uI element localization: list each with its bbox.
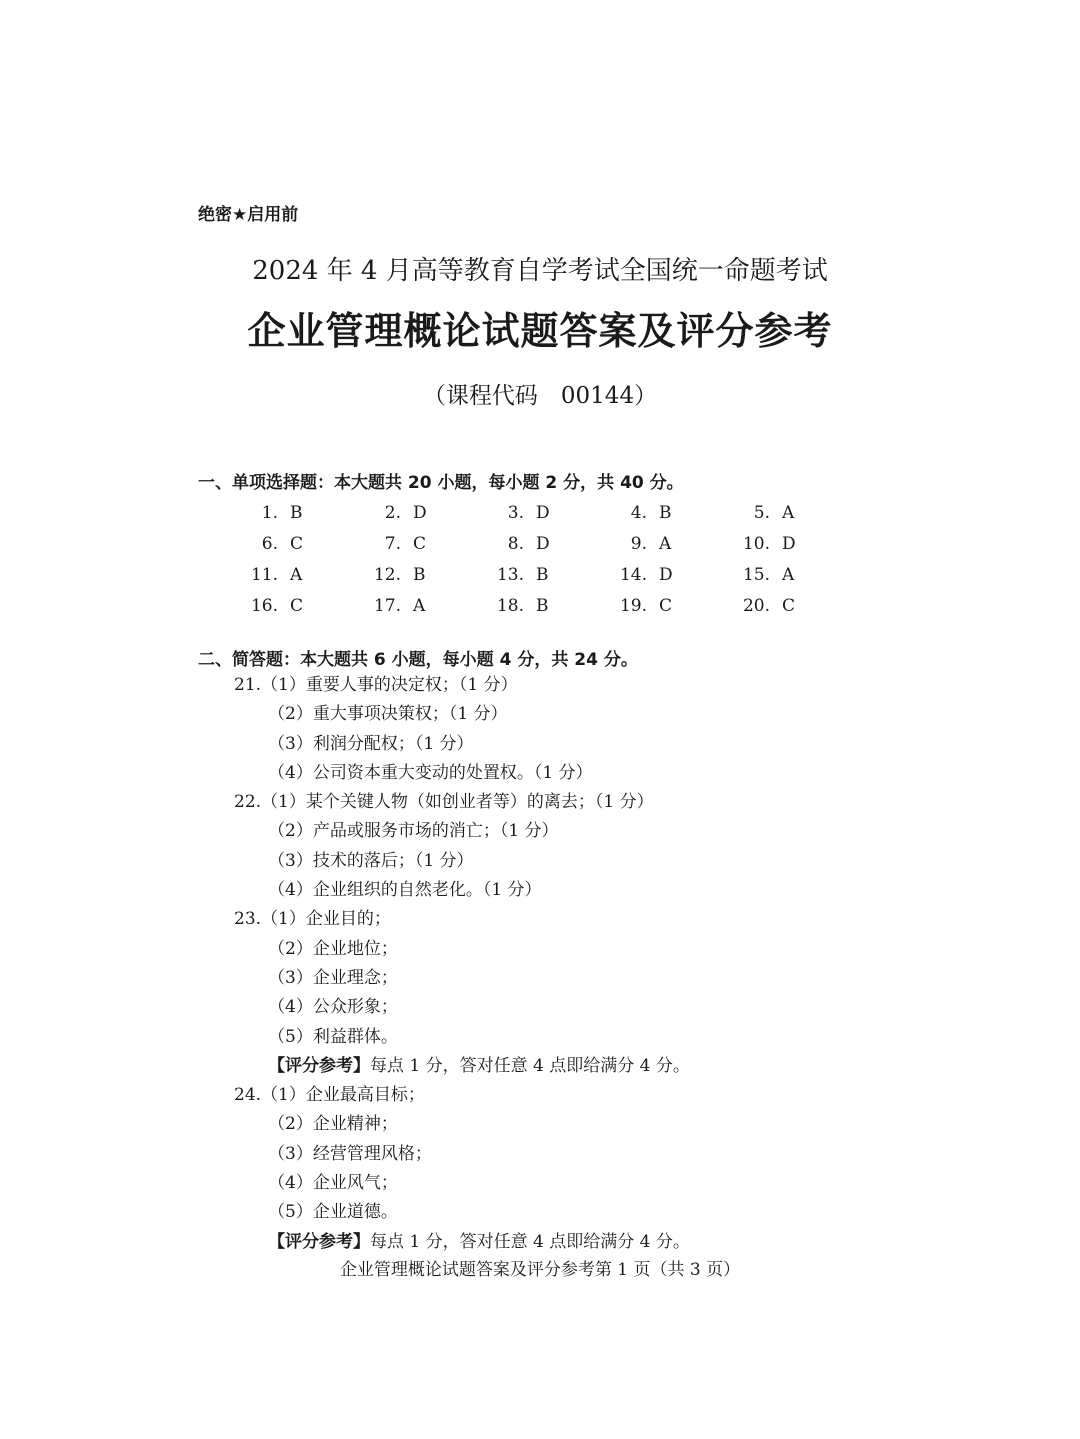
mc-answer-letter: C xyxy=(290,533,304,554)
mc-question-number: 10. xyxy=(742,533,770,554)
mc-answer-item xyxy=(228,590,351,621)
mc-question-number: 14. xyxy=(619,564,647,585)
mc-answer-item xyxy=(228,528,351,559)
answer-text: 23.（1）企业目的； xyxy=(234,909,391,930)
mc-question-number: 4. xyxy=(630,502,647,523)
mc-answer-letter: A xyxy=(782,564,795,585)
mc-answer-letter: B xyxy=(536,595,549,616)
mc-answer-letter: C xyxy=(413,533,427,554)
answer-text: （3）经营管理风格； xyxy=(268,1143,432,1164)
scoring-note xyxy=(234,1228,690,1257)
answer-text: （3）企业理念； xyxy=(268,967,398,988)
answer-line xyxy=(234,905,690,934)
answer-line xyxy=(234,671,690,700)
short-answer-list xyxy=(234,671,690,1257)
answer-line xyxy=(234,817,690,846)
scoring-note xyxy=(234,1052,690,1081)
mc-answer-letter: A xyxy=(290,564,303,585)
answer-text: （4）企业组织的自然老化。（1 分） xyxy=(268,880,542,901)
mc-answer-letter: B xyxy=(536,564,549,585)
page-title: 企业管理概论试题答案及评分参考 xyxy=(247,309,833,353)
mc-answer-letter: A xyxy=(413,595,426,616)
mc-answer-item xyxy=(720,497,843,528)
answer-line xyxy=(234,876,690,905)
scoring-note-label: 【评分参考】 xyxy=(268,1055,370,1076)
answer-text: （2）企业地位； xyxy=(268,938,398,959)
mc-question-number: 13. xyxy=(496,564,524,585)
answer-line xyxy=(234,1140,690,1169)
mc-question-number: 19. xyxy=(619,595,647,616)
mc-answer-item xyxy=(228,497,351,528)
mc-answer-letter: A xyxy=(659,533,672,554)
mc-question-number: 9. xyxy=(630,533,647,554)
mc-answer-item xyxy=(720,528,843,559)
mc-answer-letter: C xyxy=(782,595,796,616)
answer-text: 每点 1 分，答对任意 4 点即给满分 4 分。 xyxy=(370,1231,690,1252)
answer-text: 22.（1）某个关键人物（如创业者等）的离去；（1 分） xyxy=(234,792,654,813)
answer-line xyxy=(234,1198,690,1227)
mc-answer-item xyxy=(720,590,843,621)
answer-text: （4）公众形象； xyxy=(268,997,398,1018)
answer-text: 21.（1）重要人事的决定权；（1 分） xyxy=(234,675,518,695)
answer-text: （4）企业风气； xyxy=(268,1173,398,1194)
answer-line xyxy=(234,964,690,993)
mc-answer-letter: C xyxy=(659,595,673,616)
mc-answer-letter: B xyxy=(659,502,672,523)
answer-text: （2）产品或服务市场的消亡；（1 分） xyxy=(268,821,559,842)
mc-answer-letter: D xyxy=(659,564,673,585)
mc-answer-item xyxy=(351,528,474,559)
answer-line xyxy=(234,759,690,788)
confidential-label: 绝密★启用前 xyxy=(198,205,299,225)
course-code: （课程代码 00144） xyxy=(422,383,658,409)
mc-answer-item xyxy=(474,590,597,621)
mc-question-number: 18. xyxy=(496,595,524,616)
mc-question-number: 1. xyxy=(261,502,278,523)
mc-answer-item xyxy=(597,590,720,621)
mc-question-number: 12. xyxy=(373,564,401,585)
mc-question-number: 17. xyxy=(373,595,401,616)
mc-answer-letter: D xyxy=(413,502,427,523)
mc-answer-item xyxy=(474,497,597,528)
answer-line xyxy=(234,1081,690,1110)
mc-answer-letter: C xyxy=(290,595,304,616)
answer-line xyxy=(234,700,690,729)
mc-answer-item xyxy=(351,559,474,590)
mc-question-number: 7. xyxy=(384,533,401,554)
mc-answer-item xyxy=(597,559,720,590)
answer-text: 24.（1）企业最高目标； xyxy=(234,1085,425,1106)
mc-answer-item xyxy=(351,590,474,621)
mc-question-number: 3. xyxy=(507,502,524,523)
answer-text: （3）技术的落后；（1 分） xyxy=(268,850,474,871)
answer-text: 每点 1 分，答对任意 4 点即给满分 4 分。 xyxy=(370,1055,690,1076)
answer-text: （2）企业精神； xyxy=(268,1114,398,1135)
mc-question-number: 15. xyxy=(742,564,770,585)
mc-question-number: 2. xyxy=(384,502,401,523)
mc-answer-item xyxy=(720,559,843,590)
answer-text: （5）企业道德。 xyxy=(268,1202,398,1223)
mc-answer-item xyxy=(474,559,597,590)
answer-text: （3）利润分配权；（1 分） xyxy=(268,733,474,754)
mc-question-number: 5. xyxy=(753,502,770,523)
scoring-note-label: 【评分参考】 xyxy=(268,1231,370,1252)
answer-line xyxy=(234,847,690,876)
mc-answer-letter: B xyxy=(413,564,426,585)
mc-question-number: 8. xyxy=(507,533,524,554)
mc-answer-item xyxy=(597,528,720,559)
mc-answer-letter: A xyxy=(782,502,795,523)
mc-answer-item xyxy=(228,559,351,590)
section2-heading: 二、简答题：本大题共 6 小题，每小题 4 分，共 24 分。 xyxy=(198,650,638,670)
mc-question-number: 6. xyxy=(261,533,278,554)
section1-heading: 一、单项选择题：本大题共 20 小题，每小题 2 分，共 40 分。 xyxy=(198,473,684,493)
answer-line xyxy=(234,730,690,759)
answer-line xyxy=(234,1023,690,1052)
exam-title: 2024 年 4 月高等教育自学考试全国统一命题考试 xyxy=(252,256,828,286)
answer-text: （2）重大事项决策权；（1 分） xyxy=(268,704,508,725)
mc-answer-item xyxy=(597,497,720,528)
mc-answer-letter: B xyxy=(290,502,303,523)
mc-answer-letter: D xyxy=(536,533,550,554)
mc-question-number: 16. xyxy=(250,595,278,616)
mc-answer-letter: D xyxy=(536,502,550,523)
page-footer: 企业管理概论试题答案及评分参考第 1 页（共 3 页） xyxy=(339,1260,741,1280)
mc-answer-item xyxy=(474,528,597,559)
multiple-choice-answer-grid xyxy=(228,497,843,621)
answer-line xyxy=(234,1110,690,1139)
answer-line xyxy=(234,1169,690,1198)
mc-question-number: 11. xyxy=(250,564,278,585)
mc-answer-item xyxy=(351,497,474,528)
mc-question-number: 20. xyxy=(742,595,770,616)
mc-answer-letter: D xyxy=(782,533,796,554)
answer-line xyxy=(234,935,690,964)
answer-text: （4）公司资本重大变动的处置权。（1 分） xyxy=(268,762,593,783)
answer-line xyxy=(234,788,690,817)
answer-text: （5）利益群体。 xyxy=(268,1026,398,1047)
answer-line xyxy=(234,993,690,1022)
